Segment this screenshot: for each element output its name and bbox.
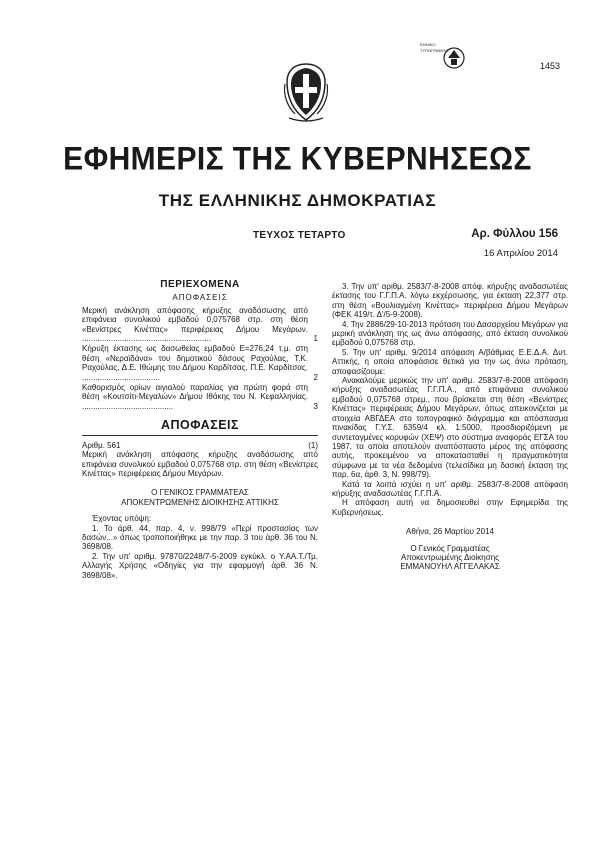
toc-item-text: Κήρυξη έκτασης ως δασωθείας εμβαδού Ε=276,24 τ.μ. στη θέση «Νεραϊδάνα» του δημοτικού δάσους Ραχούλας, Τ.Κ. Ραχούλας, Δ.Ε. Ιθώμης του Δήμου Καρδίτσας, Π.Ε. Καρδίτσας. ................................... bbox=[82, 344, 308, 382]
et-logo-text: ΕΘΝΙΚΟ ΤΥΠΟΓΡΑΦΕΙΟ bbox=[420, 42, 449, 53]
right-column bbox=[332, 282, 568, 572]
toc-item-text: Μερική ανάκληση απόφασης κήρυξης αναδάσωσης από επιφάνεια συνολικού εμβαδού 0,075768 στρ. στη θέση «Βενίστρες Κινέττας» περιφέρειας Δήμου Μεγάρων. .......................................................... bbox=[82, 305, 308, 344]
greek-coat-of-arms-icon bbox=[281, 60, 331, 124]
issue-label: ΤΕΥΧΟΣ ΤΕΤΑΡΤΟ bbox=[253, 230, 346, 241]
authority-line-1: Ο ΓΕΝΙΚΟΣ ΓΡΑΜΜΑΤΕΑΣ bbox=[151, 488, 249, 498]
decisions-heading: ΑΠΟΦΑΣΕΙΣ bbox=[160, 418, 240, 433]
sign-place-date: Αθήνα, 26 Μαρτίου 2014 bbox=[406, 527, 494, 537]
toc-item-page: 3 bbox=[313, 401, 318, 411]
toc-item[interactable] bbox=[82, 344, 318, 382]
contents-heading: ΠΕΡΙΕΧΟΜΕΝΑ bbox=[160, 279, 240, 290]
issue-date: 16 Απριλίου 2014 bbox=[483, 248, 558, 259]
having-regard: Έχοντας υπόψη: bbox=[92, 514, 152, 524]
sign-title-2: Αποκεντρωμένης Διοίκησης bbox=[400, 552, 499, 562]
decision-title: Μερική ανάκληση απόφασης κήρυξης αναδάσωσης από επιφάνεια συνολικού εμβαδού 0,075768 στρ. στη θέση «Βενίστρες Κινέττας» περιφέρειας Δήμου Μεγάρων. bbox=[82, 450, 318, 478]
decision-ref: (1) bbox=[308, 440, 318, 450]
authority-line-2: ΑΠΟΚΕΝΤΡΩΜΕΝΗΣ ΔΙΟΙΚΗΣΗΣ ΑΤΤΙΚΗΣ bbox=[121, 497, 279, 507]
paragraph: 3. Την υπ' αριθμ. 2583/7-8-2008 απόφ. κήρυξης αναδασωτέας έκτασης του Γ.Γ.Π.Α. λόγω εκχέρσωσης, για έκταση 22,377 στρ. στη θέση «Βουλιαγμένη Κινέττας» περιφέρεια Δήμου Μεγάρων (ΦΕΚ 419/τ. Δ'/5-9-2008). bbox=[332, 282, 568, 320]
paragraph: 4. Την 2886/29-10-2013 πρόταση του Δασαρχείου Μεγάρων για μερική ανάκληση της ως άνω απόφασης, από έκταση συνολικού εμβαδού 0,075768 στρ. bbox=[332, 319, 568, 348]
divider bbox=[82, 435, 318, 436]
paragraph: 1. Το άρθ. 44, παρ. 4, ν. 998/79 «Περί προστασίας των δασών...» όπως τροποποιήθηκε με την παρ. 3 του άρθ. 36 του Ν. 3698/08. bbox=[82, 523, 318, 552]
page-number: 1453 bbox=[539, 61, 560, 71]
decision-number-row bbox=[82, 441, 318, 450]
toc-item-text: Καθορισμός ορίων αιγιαλού παραλίας για πρώτη φορά στη θέση «Κουτσίτι-Μεγαλών» Δήμου Ιθάκης του Ν. Κεφαλληνίας. ......................................... bbox=[82, 383, 308, 411]
et-logo-icon bbox=[442, 44, 466, 74]
paragraph: Ανακαλούμε μερικώς την υπ' αριθμ. 2583/7-8-2008 απόφαση κήρυξης αναδασωτέας Γ.Γ.Π.Α., από επιφάνεια συνολικού εμβαδού 0,075768 στρεμ., που βρίσκεται στη θέση «Βενίστρες Κινέττας» περιφέρειας Δήμου Μεγάρων, όπως απεικονίζεται με στοιχεία ΑΒΓΔΕΑ στο τοπογραφικό διάγραμμα και απόσπασμα πινακίδας Γ.Υ.Σ. 6359/4 κλ. 1:5000, προσδιοριζόμενη με συντεταγμένες κορυφών (ΧΕΨ) στο σύστημα αναφοράς ΕΓΣΑ του 1987, τα οποία αποτελούν αναπόσπαστο μέρος της απόφασης αυτής, προκειμένου να αποκατασταθεί η πραγματικότητα σύμφωνα με τα νέα δεδομένα (τελεσίδικα μη δασική έκταση της παρ. 6α, άρθ. 3, Ν. 998/79). bbox=[332, 376, 568, 480]
sheet-number: Αρ. Φύλλου 156 bbox=[471, 228, 558, 240]
decision-number: Αριθμ. 561 bbox=[82, 440, 121, 450]
left-column bbox=[82, 270, 318, 580]
paragraph: Η απόφαση αυτή να δημοσιευθεί στην Εφημερίδα της Κυβερνήσεως. bbox=[332, 498, 568, 517]
toc-item-page: 1 bbox=[313, 334, 318, 344]
paragraph: 2. Την υπ' αριθμ. 97870/2248/7-5-2009 εγκύκλ. ο Υ.ΑΑ.Τ./Τμ. Αλλαγής Χρήσης «Οδηγίες για την εφαρμογή άρθ. 36 Ν. 3698/08». bbox=[82, 551, 318, 580]
sign-title-1: Ο Γενικός Γραμματέας bbox=[410, 543, 490, 553]
gazette-title: ΕΦΗΜΕΡΙΣ ΤΗΣ ΚΥΒΕΡΝΗΣΕΩΣ bbox=[63, 141, 532, 178]
contents-subheading: ΑΠΟΦΑΣΕΙΣ bbox=[172, 293, 228, 303]
paragraph: 5. Την υπ' αριθμ. 9/2014 απόφαση Α/βάθμιας Ε.Ε.Δ.Α. Δυτ. Αττικής, η οποία αποφάσισε θετικά για την ως άνω πρόταση, αποφασίζουμε: bbox=[332, 347, 568, 376]
toc-item[interactable] bbox=[82, 306, 318, 344]
sign-name: ΕΜΜΑΝΟΥΗΛ ΑΓΓΕΛΑΚΑΣ bbox=[400, 562, 500, 572]
national-printing-office-logo bbox=[420, 42, 472, 84]
gazette-subtitle: ΤΗΣ ΕΛΛΗΝΙΚΗΣ ΔΗΜΟΚΡΑΤΙΑΣ bbox=[158, 191, 437, 210]
paragraph: Κατά τα λοιπά ισχύει η υπ' αριθμ. 2583/7-8-2008 απόφαση κήρυξης αναδασωτέας Γ.Γ.Π.Α. bbox=[332, 479, 568, 498]
toc-item[interactable] bbox=[82, 383, 318, 411]
toc-item-page: 2 bbox=[313, 372, 318, 382]
